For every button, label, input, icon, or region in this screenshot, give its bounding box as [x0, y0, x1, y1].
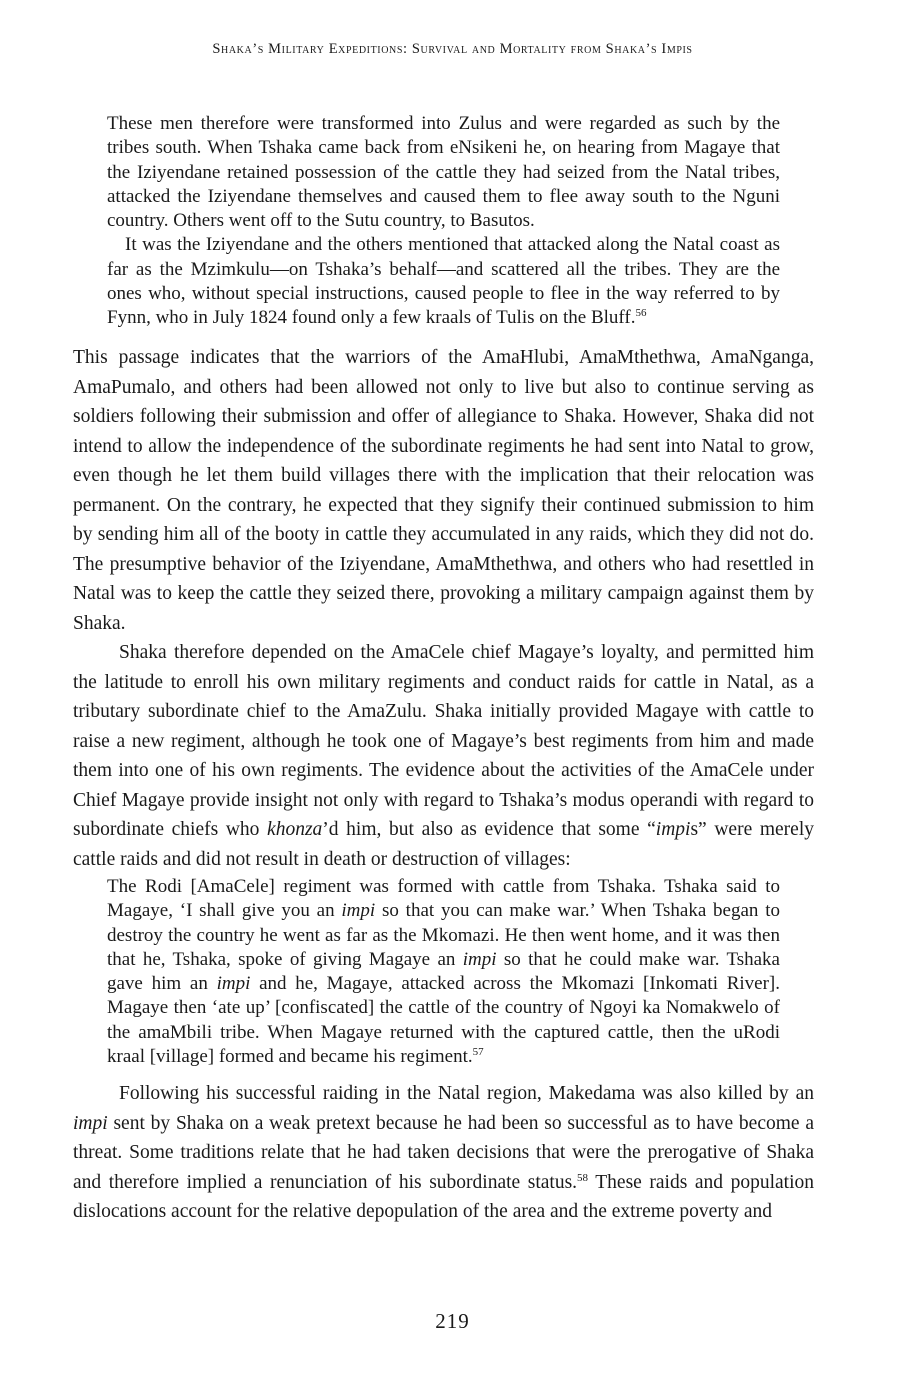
footnote-ref-56: 56	[635, 307, 647, 320]
page-number: 219	[435, 1309, 470, 1333]
footnote-ref-57: 57	[472, 1046, 484, 1059]
block-quote-1-paragraph-2	[107, 233, 780, 330]
body-paragraph-3-text-a: Following his successful raiding in the Natal region, Makedama was also killed by an	[119, 1083, 814, 1104]
body-text-2	[73, 1079, 814, 1227]
body-paragraph-3-text-b: sent by Shaka on a weak pretext because he had been so successful as to have become a threat. Some traditions relate that he had taken decisions that were the prerogative of Shaka and therefore implied a renunciation of his subordinate status.	[73, 1112, 814, 1193]
body-paragraph-2-text-b: ’d him, but also as evidence that some “	[322, 819, 656, 840]
term-khonza: khonza	[267, 819, 323, 840]
term-impi: impi	[73, 1112, 108, 1134]
block-quote-2-text-c: so that he could make war. Tshaka gave him an	[107, 948, 780, 995]
block-quote-1-paragraph-1: These men therefore were transformed into Zulus and were regarded as such by the tribes south. When Tshaka came back from eNsikeni he, on hearing from Magaye that the Iziyendane retained possession of the cattle they had seized from the Natal tribes, attacked the Iziyendane themselves and caused them to flee away south to the Nguni country. Others went off to the Sutu country, to Basutos.	[107, 113, 780, 232]
block-quote-1-paragraph-2-text: It was the Iziyendane and the others mentioned that attacked along the Natal coast as far as the Mzimkulu—on Tshaka’s behalf—and scattered all the tribes. They are the ones who, without special instructions, caused people to flee in the way referred to by Fynn, who in July 1824 found only a few kraals of Tulis on the Bluff.	[107, 234, 780, 329]
block-quote-2-text-b: so that you can make war.’ When Tshaka began to destroy the country he went as far as the Mkomazi. He then went home, and it was then that he, Tshaka, spoke of giving Magaye an	[107, 900, 780, 970]
block-quote-2-text-d: and he, Magaye, attacked across the Mkomazi [Inkomati River]. Magaye then ‘ate up’ [confiscated] the cattle of the country of Ngoyi ka Nomakwelo of the amaMbili tribe. When Magaye returned with the captured cattle, then the uRodi kraal [village] formed and became his regiment.	[107, 973, 781, 1068]
body-paragraph-3-text-c: These raids and population dislocations account for the relative depopulation of the area and the extreme poverty and	[73, 1171, 814, 1222]
term-impi: impi	[341, 900, 376, 922]
term-impi: impi	[216, 973, 251, 995]
block-quote-2-text-a: The Rodi [AmaCele] regiment was formed with cattle from Tshaka. Tshaka said to Magaye, ‘I shall give you an	[107, 876, 780, 922]
body-paragraph-2-text-c: ” were merely cattle raids and did not result in death or destruction of villages:	[73, 819, 815, 870]
term-impi: impi	[462, 948, 497, 970]
body-text-1	[73, 343, 814, 874]
body-paragraph-3	[73, 1079, 814, 1227]
footnote-ref-58: 58	[577, 1171, 589, 1184]
body-paragraph-2-text-a: Shaka therefore depended on the AmaCele chief Magaye’s loyalty, and permitted him the latitude to enroll his own military regiments and conduct raids for cattle in Natal, as a tributary subordinate chief to the AmaZulu. Shaka initially provided Magaye with cattle to raise a new regiment, although he took one of Magaye’s best regiments from him and made them into one of his own regiments. The evidence about the activities of the AmaCele under Chief Magaye provide insight not only with regard to Tshaka’s modus operandi with regard to subordinate chiefs who	[73, 642, 814, 840]
running-head: Shaka’s Military Expeditions: Survival and Mortality from Shaka’s Impis	[212, 41, 693, 57]
body-paragraph-2	[73, 638, 814, 874]
term-impi: impi	[655, 819, 691, 840]
body-paragraph-2-plural-s: s	[690, 819, 699, 840]
block-quote-2	[107, 875, 780, 1069]
block-quote-1	[107, 112, 780, 331]
body-paragraph-1: This passage indicates that the warriors of the AmaHlubi, AmaMthethwa, AmaNganga, AmaPumalo, and others had been allowed not only to live but also to continue serving as soldiers following their submission and offer of allegiance to Shaka. However, Shaka did not intend to allow the independence of the subordinate regiments he had sent into Natal to grow, even though he let them build villages there with the implication that their relocation was permanent. On the contrary, he expected that they signify their continued submission to him by sending him all of the booty in cattle they accumulated in any raids, which they did not do. The presumptive behavior of the Iziyendane, AmaMthethwa, and others who had resettled in Natal was to keep the cattle they seized there, provoking a military campaign against them by Shaka.	[73, 347, 814, 634]
block-quote-2-paragraph	[107, 875, 780, 1069]
